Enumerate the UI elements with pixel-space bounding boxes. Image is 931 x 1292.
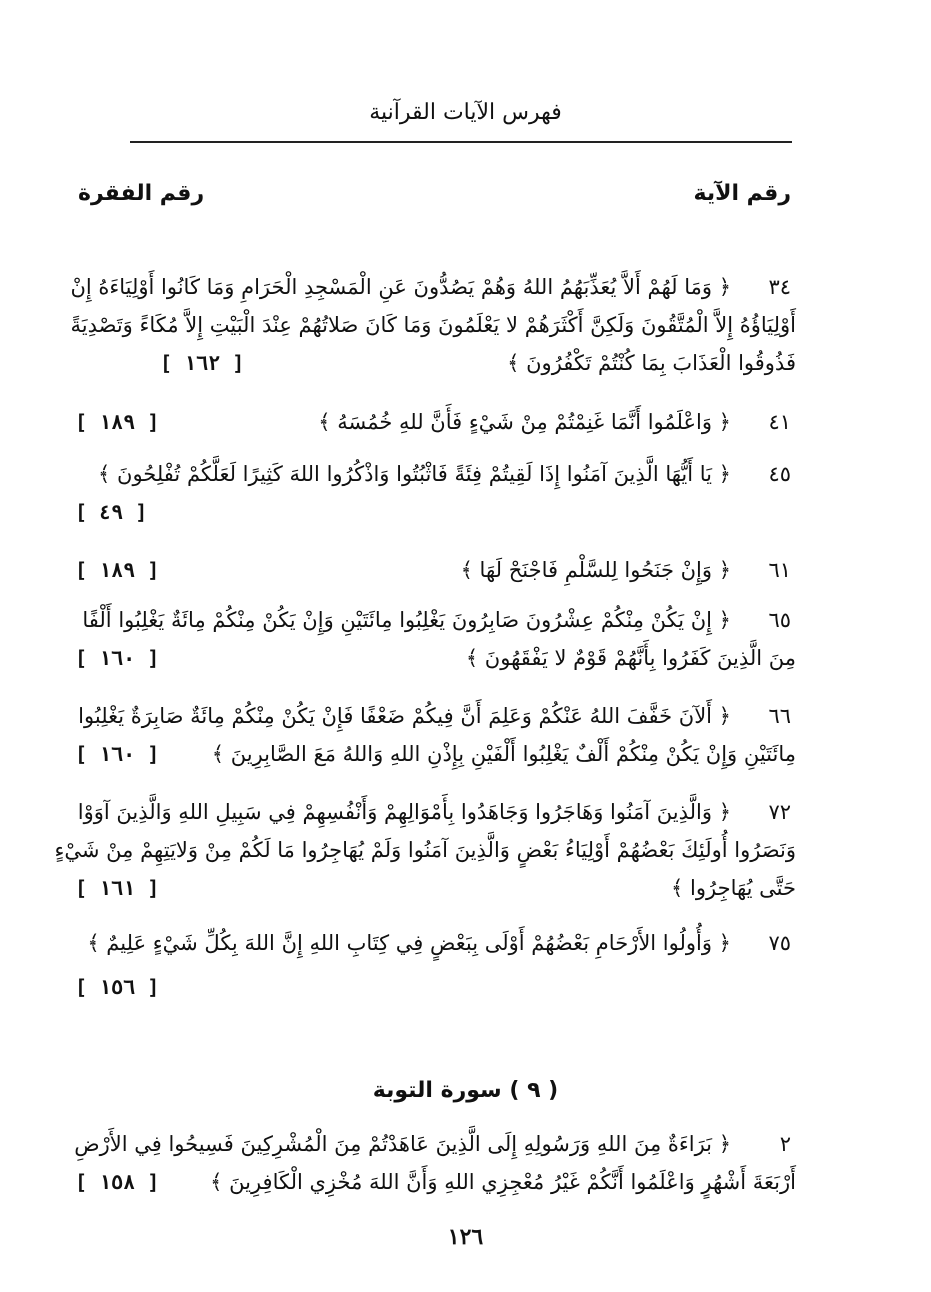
paragraph-reference: [ ١٥٦ ] <box>75 975 160 999</box>
verse-text: ﴿ يَا أَيُّهَا الَّذِينَ آمَنُوا إِذَا لَقِيتُمْ فِئَةً فَاثْبُتُوا وَاذْكُرُوا اللهَ كَثِيرًا لَعَلَّكُمْ تُفْلِحُونَ ﴾ <box>98 462 731 486</box>
verse-text: فَذُوقُوا الْعَذَابَ بِمَا كُنْتُمْ تَكْفُرُونَ ﴾ <box>507 351 796 375</box>
paragraph-reference: [ ١٦٠ ] <box>75 742 160 766</box>
verse-text: حَتَّى يُهَاجِرُوا ﴾ <box>671 876 796 900</box>
verse-number: ٧٢ <box>768 800 791 824</box>
paragraph-reference: [ ١٨٩ ] <box>75 410 160 434</box>
verse-entry <box>75 924 791 1006</box>
verse-number: ٤٥ <box>768 462 791 486</box>
column-header-verse-number: رقم الآية <box>693 181 791 206</box>
verse-number: ٦٦ <box>768 704 791 728</box>
verse-text: ﴿ وَالَّذِينَ آمَنُوا وَهَاجَرُوا وَجَاهَدُوا بِأَمْوَالِهِمْ وَأَنْفُسِهِمْ فِي سَبِيلِ اللهِ وَالَّذِينَ آوَوْا <box>77 800 731 824</box>
verse-number: ٦٥ <box>768 608 791 632</box>
verse-entry <box>75 455 791 531</box>
verse-text: وَنَصَرُوا أُولَئِكَ بَعْضُهُمْ أَوْلِيَاءُ بَعْضٍ وَالَّذِينَ آمَنُوا وَلَمْ يُهَاجِرُوا مَا لَكُمْ مِنْ وَلايَتِهِمْ مِنْ شَيْءٍ <box>54 838 796 862</box>
verse-entry <box>75 601 796 677</box>
verse-text: ﴿ وَإِنْ جَنَحُوا لِلسَّلْمِ فَاجْنَحْ لَهَا ﴾ <box>460 558 731 582</box>
verse-number: ٣٤ <box>768 275 791 299</box>
verse-text: أَوْلِيَاؤُهُ إِلاَّ الْمُتَّقُونَ وَلَكِنَّ أَكْثَرَهُمْ لا يَعْلَمُونَ وَمَا كَانَ صَلاتُهُمْ عِنْدَ الْبَيْتِ إِلاَّ مُكَاءً وَتَصْدِيَةً <box>70 313 796 337</box>
verse-entry <box>75 697 796 773</box>
verse-entry <box>54 793 796 907</box>
verse-number: ٦١ <box>768 558 791 582</box>
verse-text: مِائَتَيْنِ وَإِنْ يَكُنْ مِنْكُمْ أَلْفٌ يَغْلِبُوا أَلْفَيْنِ بِإِذْنِ اللهِ وَاللهُ مَعَ الصَّابِرِينَ ﴾ <box>211 742 796 766</box>
verse-text: أَرْبَعَةَ أَشْهُرٍ وَاعْلَمُوا أَنَّكُمْ غَيْرُ مُعْجِزِي اللهِ وَأَنَّ اللهَ مُخْزِي الْكَافِرِينَ ﴾ <box>210 1170 796 1194</box>
header-rule <box>130 141 792 143</box>
paragraph-reference: [ ١٦١ ] <box>75 876 160 900</box>
verse-text: ﴿ وَأُولُوا الأَرْحَامِ بَعْضُهُمْ أَوْلَى بِبَعْضٍ فِي كِتَابِ اللهِ إِنَّ اللهَ بِكُلِّ شَيْءٍ عَلِيمٌ ﴾ <box>87 931 731 955</box>
page-number: ١٢٦ <box>447 1224 484 1250</box>
paragraph-reference: [ ١٦٠ ] <box>75 646 160 670</box>
surah-heading: ( ٩ ) سورة التوبة <box>372 1078 559 1103</box>
column-header-paragraph-number: رقم الفقرة <box>78 181 205 206</box>
verse-entry <box>70 268 796 382</box>
paragraph-reference: [ ٤٩ ] <box>75 500 148 524</box>
verse-text: ﴿ بَرَاءَةٌ مِنَ اللهِ وَرَسُولِهِ إِلَى الَّذِينَ عَاهَدْتُمْ مِنَ الْمُشْرِكِينَ فَسِيحُوا فِي الأَرْضِ <box>74 1132 731 1156</box>
paragraph-reference: [ ١٨٩ ] <box>75 558 160 582</box>
verse-text: ﴿ أَلآنَ خَفَّفَ اللهُ عَنْكُمْ وَعَلِمَ أَنَّ فِيكُمْ ضَعْفًا فَإِنْ يَكُنْ مِنْكُمْ مِائَةٌ صَابِرَةٌ يَغْلِبُوا <box>78 704 731 728</box>
verse-text: ﴿ وَاعْلَمُوا أَنَّمَا غَنِمْتُمْ مِنْ شَيْءٍ فَأَنَّ للهِ خُمُسَهُ ﴾ <box>318 410 731 434</box>
paragraph-reference: [ ١٥٨ ] <box>75 1170 160 1194</box>
verse-text: ﴿ وَمَا لَهُمْ أَلاَّ يُعَذِّبَهُمُ اللهُ وَهُمْ يَصُدُّونَ عَنِ الْمَسْجِدِ الْحَرَامِ وَمَا كَانُوا أَوْلِيَاءَهُ إِنْ <box>70 275 731 299</box>
verse-entry <box>75 403 791 441</box>
verse-number: ٢ <box>779 1132 791 1156</box>
paragraph-reference: [ ١٦٢ ] <box>160 351 245 375</box>
verse-number: ٤١ <box>768 410 791 434</box>
verse-entry <box>75 551 791 589</box>
verse-entry <box>74 1125 796 1201</box>
verse-number: ٧٥ <box>768 931 791 955</box>
verse-text: ﴿ إِنْ يَكُنْ مِنْكُمْ عِشْرُونَ صَابِرُونَ يَغْلِبُوا مِائَتَيْنِ وَإِنْ يَكُنْ مِنْكُمْ مِائَةٌ يَغْلِبُوا أَلْفًا <box>82 608 731 632</box>
running-title: فهرس الآيات القرآنية <box>369 100 562 125</box>
verse-text: مِنَ الَّذِينَ كَفَرُوا بِأَنَّهُمْ قَوْمٌ لا يَفْقَهُونَ ﴾ <box>465 646 796 670</box>
